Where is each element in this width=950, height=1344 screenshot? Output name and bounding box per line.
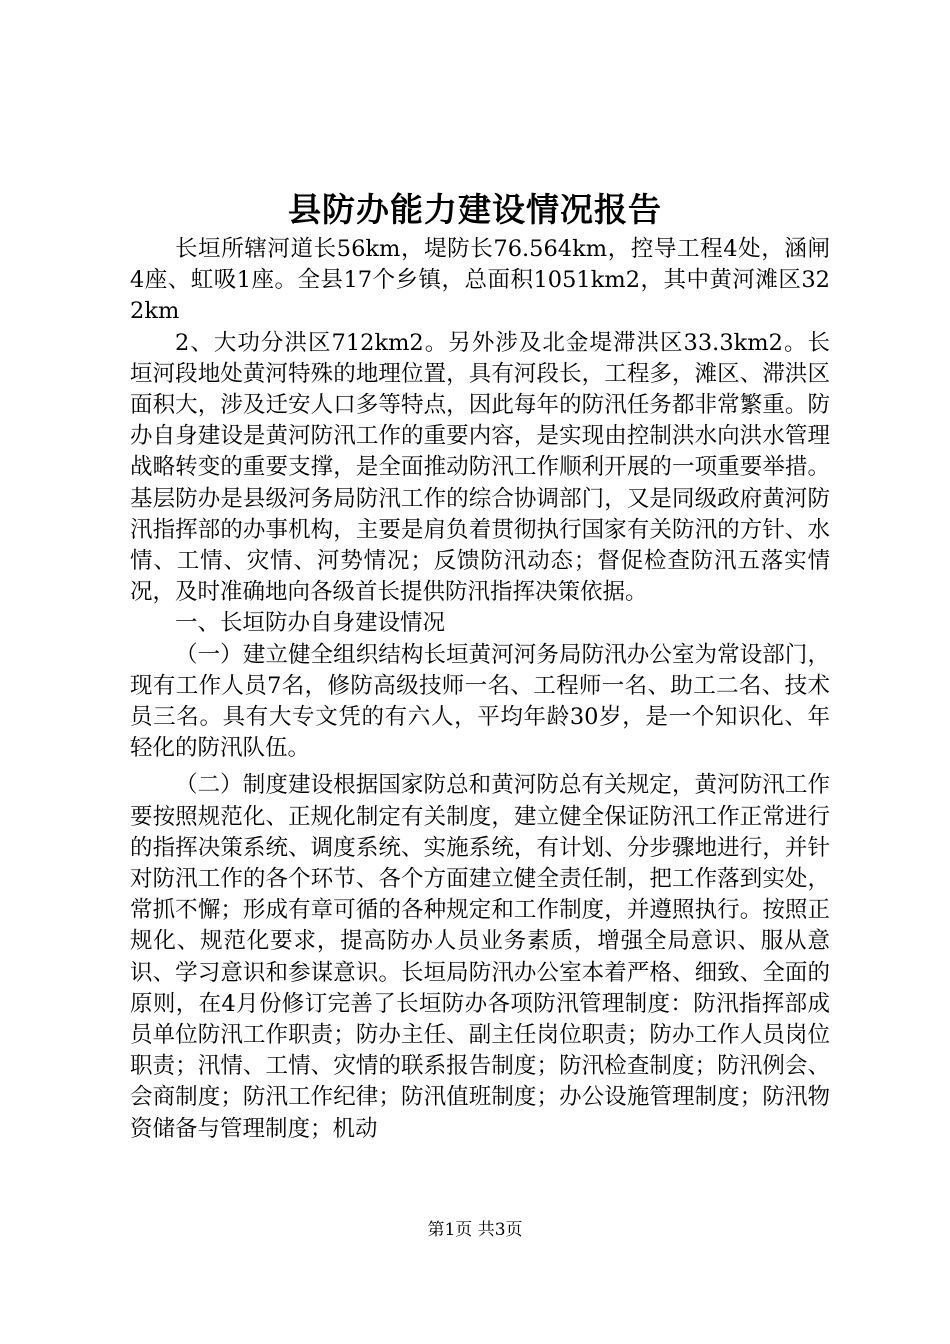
paragraph-river-overview: 长垣所辖河道长56km，堤防长76.564km，控导工程4处，涵闸4座、虹吸1座。全县17个乡镇，总面积1051km2，其中黄河滩区322km xyxy=(130,236,830,325)
paragraph-system-construction: （二）制度建设根据国家防总和黄河防总有关规定，黄河防汛工作要按照规范化、正规化制定有关制度，建立健全保证防汛工作正常进行的指挥决策系统、调度系统、实施系统，有计划、分步骤地进行，并针对防汛工作的各个环节、各个方面建立健全责任制，把工作落到实处，常抓不懈；形成有章可循的各种规定和工作制度，并遵照执行。按照正规化、规范化要求，提高防办人员业务素质，增强全局意识、服从意识、学习意识和参谋意识。长垣局防汛办公室本着严格、细致、全面的原则，在4月份修订完善了长垣防办各项防汛管理制度：防汛指挥部成员单位防汛工作职责；防办主任、副主任岗位职责；防办工作人员岗位职责；汛情、工情、灾情的联系报告制度；防汛检查制度；防汛例会、会商制度；防汛工作纪律；防汛值班制度；办公设施管理制度；防汛物资储备与管理制度；机动 xyxy=(130,772,830,1142)
page-footer: 第1页 共3页 xyxy=(427,1220,523,1240)
paragraph-flood-zones: 2、大功分洪区712km2。另外涉及北金堤滞洪区33.3km2。长垣河段地处黄河特殊的地理位置，具有河段长，工程多，滩区、滞洪区面积大，涉及迁安人口多等特点，因此每年的防汛任务都非常繁重。防办自身建设是黄河防汛工作的重要内容，是实现由控制洪水向洪水管理战略转变的重要支撑，是全面推动防汛工作顺利开展的一项重要举措。基层防办是县级河务局防汛工作的综合协调部门，又是同级政府黄河防汛指挥部的办事机构，主要是肩负着贯彻执行国家有关防汛的方针、水情、工情、灾情、河势情况；反馈防汛动态；督促检查防汛五落实情况，及时准确地向各级首长提供防汛指挥决策依据。 xyxy=(130,329,830,606)
section-heading-self-construction: 一、长垣防办自身建设情况 xyxy=(175,610,446,637)
document-title: 县防办能力建设情况报告 xyxy=(288,190,662,229)
paragraph-organization: （一）建立健全组织结构长垣黄河河务局防汛办公室为常设部门，现有工作人员7名，修防高级技师一名、工程师一名、助工二名、技术员三名。具有大专文凭的有六人，平均年龄30岁，是一个知识化、年轻化的防汛队伍。 xyxy=(130,641,830,762)
document-body xyxy=(130,234,830,1145)
